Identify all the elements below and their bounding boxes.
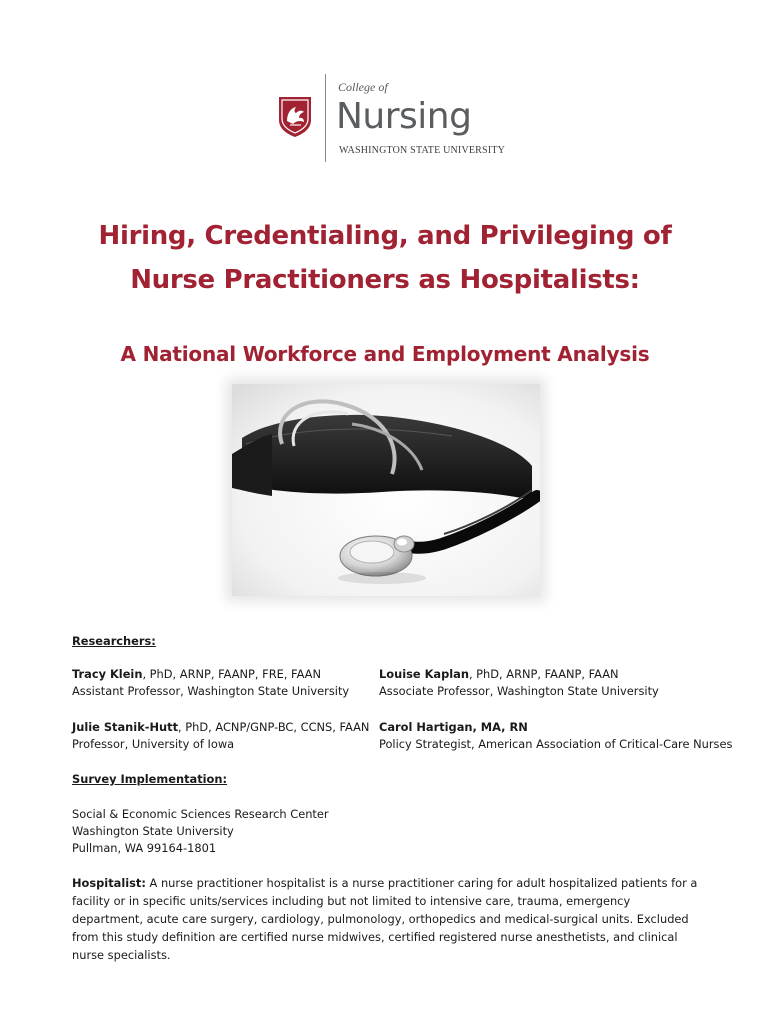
researchers-heading: Researchers:: [72, 634, 156, 648]
researcher-role: Professor, University of Iowa: [72, 737, 235, 751]
definition-text: A nurse practitioner hospitalist is a nurse practitioner caring for adult hospitalized patients for a facility or in specific units/services including but not limited to intensive care, trauma, emergency department, acute care surgery, cardiology, pulmonology, orthopedics and medical-surgical units. Excluded from this study definition are certified nurse midwives, certified registered nurse anesthetists, and clinical nurse specialists.: [72, 876, 698, 962]
researcher-name: Tracy Klein: [72, 667, 143, 681]
logo-university: WASHINGTON STATE UNIVERSITY: [339, 145, 506, 156]
report-title-line-1: Hiring, Credentialing, and Privileging of: [98, 221, 672, 251]
researcher-4: [379, 719, 732, 753]
researcher-name: Carol Hartigan, MA, RN: [379, 720, 528, 734]
stethoscope-photo: [232, 384, 540, 596]
wsu-shield-icon: [278, 96, 312, 138]
survey-heading: Survey Implementation:: [72, 772, 228, 786]
survey-line-2: Washington State University: [72, 824, 234, 838]
researcher-role: Assistant Professor, Washington State University: [72, 684, 350, 698]
researcher-name: Julie Stanik-Hutt: [72, 720, 179, 734]
researcher-2: [379, 666, 659, 700]
survey-line-3: Pullman, WA 99164-1801: [72, 841, 217, 855]
researcher-role: Policy Strategist, American Association of Critical-Care Nurses: [379, 737, 733, 751]
report-subtitle: A National Workforce and Employment Analysis: [120, 342, 650, 366]
logo-divider: [325, 74, 326, 162]
researcher-credentials: , PhD, ARNP, FAANP, FRE, FAAN: [142, 667, 321, 681]
researcher-credentials: , PhD, ACNP/GNP-BC, CCNS, FAAN: [178, 720, 370, 734]
report-title-line-2: Nurse Practitioners as Hospitalists:: [130, 265, 640, 295]
researcher-3: [72, 719, 369, 753]
stethoscope-icon: [232, 384, 540, 596]
college-logo: [278, 74, 508, 164]
logo-college-of: College of: [338, 80, 388, 94]
definition-term: Hospitalist:: [72, 876, 146, 890]
report-title: [0, 214, 770, 302]
researcher-credentials: , PhD, ARNP, FAANP, FAAN: [468, 667, 619, 681]
researcher-name: Louise Kaplan: [379, 667, 469, 681]
survey-line-1: Social & Economic Sciences Research Center: [72, 807, 329, 821]
logo-nursing: Nursing: [336, 96, 472, 137]
hospitalist-definition: [72, 874, 702, 964]
survey-address: [72, 806, 329, 857]
researcher-role: Associate Professor, Washington State University: [379, 684, 659, 698]
researcher-1: [72, 666, 349, 700]
